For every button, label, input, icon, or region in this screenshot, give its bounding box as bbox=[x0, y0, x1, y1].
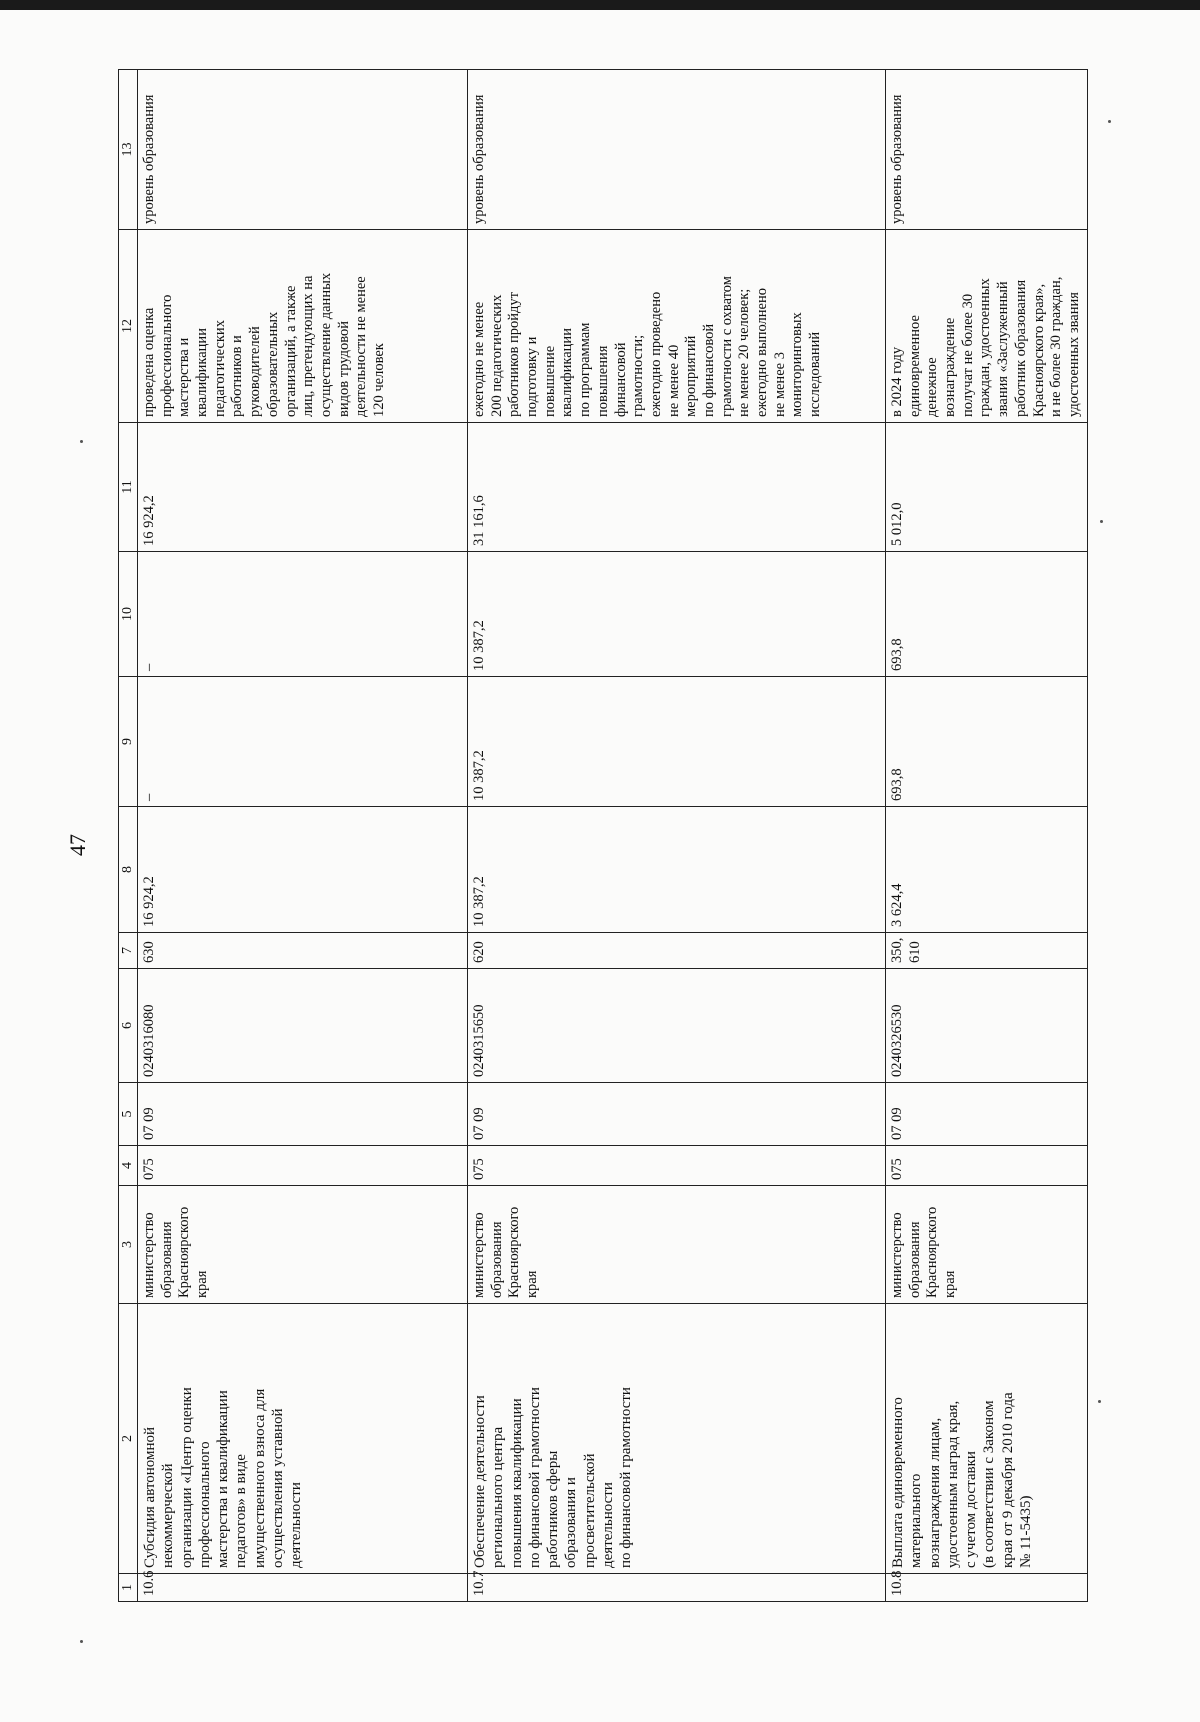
row-number-cell: 10.6 bbox=[138, 1574, 468, 1602]
target-article-cell: 0240316080 bbox=[138, 969, 468, 1083]
scan-speck bbox=[1100, 520, 1103, 523]
amount-year-3-cell: – bbox=[138, 552, 468, 677]
column-number: 11 bbox=[119, 423, 138, 552]
amount-total-cell: 16 924,2 bbox=[138, 423, 468, 552]
column-number: 6 bbox=[119, 969, 138, 1083]
grbs-code-cell: 075 bbox=[468, 1146, 886, 1186]
grbs-code-cell: 075 bbox=[138, 1146, 468, 1186]
scan-edge bbox=[0, 0, 1200, 10]
target-article-cell: 0240315650 bbox=[468, 969, 886, 1083]
expense-type-cell: 630 bbox=[138, 933, 468, 969]
column-number: 13 bbox=[119, 70, 138, 230]
scan-speck bbox=[1098, 1400, 1101, 1403]
grbs-code-cell: 075 bbox=[886, 1146, 1088, 1186]
page-number: 47 bbox=[65, 834, 90, 856]
column-number: 3 bbox=[119, 1186, 138, 1304]
rotated-table-container bbox=[118, 70, 1084, 1602]
budget-table bbox=[118, 69, 1088, 1602]
table-row bbox=[468, 70, 886, 1602]
row-number-cell: 10.8 bbox=[886, 1574, 1088, 1602]
scan-speck bbox=[80, 1640, 83, 1643]
amount-year-3-cell: 693,8 bbox=[886, 552, 1088, 677]
expected-result-cell: проведена оценка профессионального мастерства и квалификации педагогических работников и руководителей образовательных организаций, а также лиц, претендующих на осуществление данных видов трудовой деятельности не менее 120 человек bbox=[138, 230, 468, 423]
administrator-cell: министерство образования Красноярского края bbox=[886, 1186, 1088, 1304]
row-number-cell: 10.7 bbox=[468, 1574, 886, 1602]
table-row bbox=[138, 70, 468, 1602]
section-code-cell: 07 09 bbox=[886, 1083, 1088, 1146]
column-number-row bbox=[119, 70, 138, 1602]
column-number: 2 bbox=[119, 1304, 138, 1574]
column-number: 9 bbox=[119, 677, 138, 807]
scan-speck bbox=[1108, 120, 1111, 123]
responsibility-level-cell: уровень образования bbox=[886, 70, 1088, 230]
amount-year-1-cell: 10 387,2 bbox=[468, 807, 886, 933]
expected-result-cell: в 2024 году единовременное денежное вознаграждение получат не более 30 граждан, удостоенных звания «Заслуженный работник образования Красноярского края», и не более 30 граждан, удостоенных звания bbox=[886, 230, 1088, 423]
amount-year-2-cell: 693,8 bbox=[886, 677, 1088, 807]
amount-year-2-cell: – bbox=[138, 677, 468, 807]
section-code-cell: 07 09 bbox=[468, 1083, 886, 1146]
amount-year-2-cell: 10 387,2 bbox=[468, 677, 886, 807]
column-number: 4 bbox=[119, 1146, 138, 1186]
expected-result-cell: ежегодно не менее 200 педагогических работников пройдут подготовку и повышение квалификации по программам повышения финансовой грамотности; ежегодно проведено не менее 40 мероприятий по финансовой грамотности с охватом не менее 20 человек; ежегодно выполнено не менее 3 мониторинговых исследований bbox=[468, 230, 886, 423]
amount-total-cell: 31 161,6 bbox=[468, 423, 886, 552]
administrator-cell: министерство образования Красноярского края bbox=[138, 1186, 468, 1304]
measure-name-cell: Субсидия автономной некоммерческой организации «Центр оценки профессионального мастерства и квалификации педагогов» в виде имущественного взноса для осуществления уставной деятельности bbox=[138, 1304, 468, 1574]
amount-total-cell: 5 012,0 bbox=[886, 423, 1088, 552]
expense-type-cell: 620 bbox=[468, 933, 886, 969]
measure-name-cell: Обеспечение деятельности регионального центра повышения квалификации по финансовой грамотности работников сферы образования и просветительской деятельности по финансовой грамотности bbox=[468, 1304, 886, 1574]
responsibility-level-cell: уровень образования bbox=[468, 70, 886, 230]
column-number: 5 bbox=[119, 1083, 138, 1146]
administrator-cell: министерство образования Красноярского края bbox=[468, 1186, 886, 1304]
table-row bbox=[886, 70, 1088, 1602]
column-number: 7 bbox=[119, 933, 138, 969]
column-number: 12 bbox=[119, 230, 138, 423]
section-code-cell: 07 09 bbox=[138, 1083, 468, 1146]
responsibility-level-cell: уровень образования bbox=[138, 70, 468, 230]
column-number: 10 bbox=[119, 552, 138, 677]
target-article-cell: 0240326530 bbox=[886, 969, 1088, 1083]
amount-year-3-cell: 10 387,2 bbox=[468, 552, 886, 677]
amount-year-1-cell: 16 924,2 bbox=[138, 807, 468, 933]
expense-type-cell: 350, 610 bbox=[886, 933, 1088, 969]
amount-year-1-cell: 3 624,4 bbox=[886, 807, 1088, 933]
column-number: 8 bbox=[119, 807, 138, 933]
column-number: 1 bbox=[119, 1574, 138, 1602]
measure-name-cell: Выплата единовременного материального вознаграждения лицам, удостоенным наград края, с учетом доставки (в соответствии с Законом края от 9 декабря 2010 года № 11-5435) bbox=[886, 1304, 1088, 1574]
scan-speck bbox=[80, 440, 83, 443]
